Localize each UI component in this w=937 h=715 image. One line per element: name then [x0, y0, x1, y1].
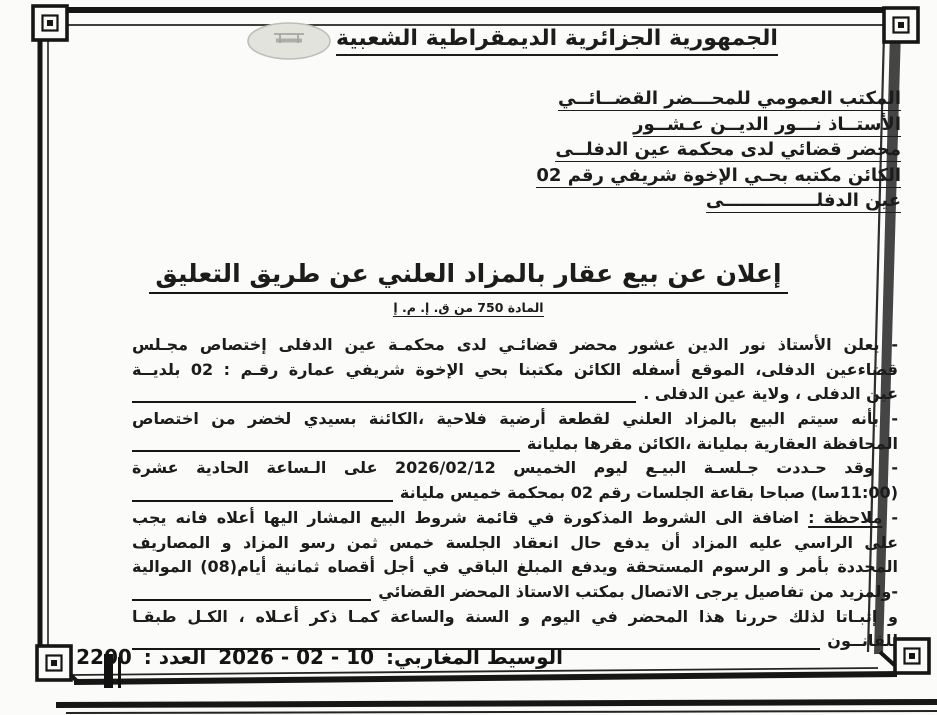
footer-issue-number: 2200	[76, 645, 132, 669]
republic-title-text: الجمهورية الجزائرية الديمقراطية الشعبية	[336, 26, 778, 56]
body-line-13: للقانــون	[132, 629, 898, 654]
body-line-5: المحافظة العقارية بمليانة ،الكائن مقرها بمليانة	[132, 432, 898, 457]
article-reference: المادة 750 من ق. إ. م. إ	[393, 300, 544, 315]
body-line-11: -ولمزيد من تفاصيل يرجى الاتصال بمكتب الاستاذ المحضر القضائي	[132, 580, 898, 605]
office-header-block	[536, 86, 901, 214]
body-line-1: - يعلن الأستاذ نور الدين عشور محضر قضائـي لدى محكمـة عين الدفلى إختصاص مجـلس	[132, 335, 898, 354]
note-dash: -	[882, 507, 899, 527]
note-text: اضافة الى الشروط المذكورة في قائمة شروط البيع المشار اليها أعلاه فانه يجب	[132, 507, 809, 527]
fill-rule	[132, 500, 393, 502]
body-line-7: (11:00سا) صباحا بقاعة الجلسات رقم 02 بمحكمة خميس مليانة	[132, 481, 898, 506]
body-line-6: - وقد حـددت جـلسـة البيـع ليوم الخميس 2026/02/12 على الـساعة الحادية عشرة	[132, 458, 898, 478]
footer-date: 10 - 02 - 2026	[218, 645, 375, 669]
body-line-3: عين الدفلى ، ولاية عين الدفلى .	[132, 382, 898, 407]
republic-title	[336, 26, 778, 51]
body-line-2: قضاءعين الدفلى، الموقع أسفله الكائن مكتبنا بحي الإخوة شريفي عمارة رقـم : 02 بلديــة	[132, 359, 898, 379]
body-line-4: - بأنه سيتم البيع بالمزاد العلني لقطعة أرضية فلاحية ،الكائنة بسيدي لخضر من اختصاص	[132, 409, 898, 429]
note-label: ملاحظة :	[808, 507, 883, 527]
footer-newspaper: الوسيط المغاربي:	[386, 645, 563, 669]
body-line-9: على الراسي عليه المزاد أن يدفع حال انعقاد الجلسة خمس ثمن رسو المزاد و المصاريف	[132, 532, 898, 552]
footer-issue-label: العدد :	[143, 645, 207, 669]
body-line-12: و إثبـاتا لذلك حررنا هذا المحضر في اليوم و السنة والساعة كمـا ذكر أعـلاه ، الكـل طبقـا	[132, 606, 898, 626]
office-line: الأستــاذ نـــور الديــن عـشــور	[633, 113, 901, 135]
office-line: الكائن مكتبه بحـي الإخوة شريفي رقم 02	[536, 164, 901, 186]
notice-body	[132, 333, 898, 654]
fill-rule	[132, 450, 520, 452]
fill-rule	[132, 401, 636, 403]
newspaper-footer	[76, 645, 563, 669]
office-line: المكتب العمومي للمحـــضر القضــائــي	[558, 88, 901, 109]
fill-rule	[132, 599, 371, 601]
office-line: عين الدفلـــــــــــــــى	[705, 190, 901, 212]
body-line-10: المحددة بأمر و الرسوم المستحقة ويدفع المبلغ الباقي في أجل أقصاه ثمانية أيام(08) الموالية	[132, 557, 899, 577]
notice-title: إعلان عن بيع عقار بالمزاد العلني عن طريق التعليق	[0, 259, 937, 288]
office-line: محضر قضائي لدى محكمة عين الدفلــى	[555, 139, 901, 161]
body-line-8	[132, 506, 898, 531]
